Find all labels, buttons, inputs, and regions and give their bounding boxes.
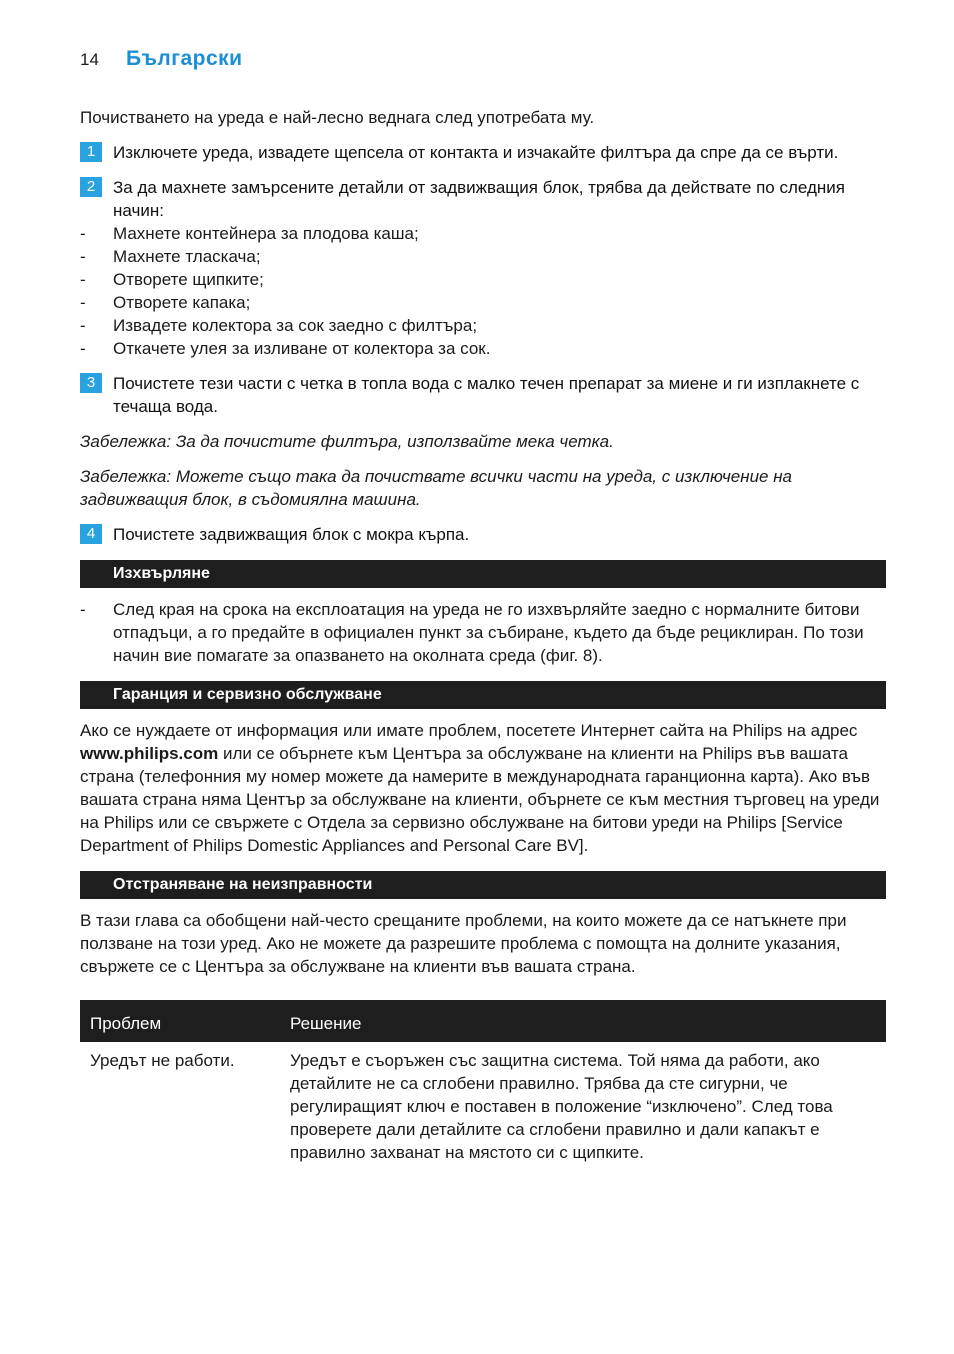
table-row	[80, 1042, 886, 1164]
step-number-badge: 4	[80, 524, 102, 544]
section-heading-troubleshooting: Отстраняване на неизправности	[80, 871, 886, 899]
section-heading-warranty: Гаранция и сервизно обслужване	[80, 681, 886, 709]
troubleshooting-table	[80, 1000, 886, 1164]
list-item: - Махнете тласкача;	[80, 247, 261, 266]
dash-marker: -	[80, 270, 86, 289]
cleaning-intro: Почистването на уреда е най-лесно веднага след употребата му.	[80, 108, 595, 127]
table-header	[80, 1000, 886, 1042]
list-item: - Отворете щипките;	[80, 270, 264, 289]
list-item: - Откачете улея за изливане от колектора за сок.	[80, 339, 491, 358]
list-item: - Махнете контейнера за плодова каша;	[80, 224, 419, 243]
dash-marker: -	[80, 600, 86, 619]
solution-cell: Уредът е съоръжен със защитна система. Той няма да работи, ако детайлите не са сглобени правилно. Трябва да сте сигурни, че регулиращият ключ е поставен в положение “изключено”. След това проверете дали детайлите са сглобени правилно и дали капакът е правилно захванат на мястото си с щипките.	[290, 1051, 833, 1162]
language-title: Български	[126, 47, 243, 70]
disposal-list	[80, 598, 886, 667]
step-number-badge: 1	[80, 142, 102, 162]
dash-marker: -	[80, 224, 86, 243]
note-dishwasher: Забележка: Можете също така да почиствате всички части на уреда, с изключение на задвижващия блок, в съдомиялна машина.	[80, 467, 793, 509]
dash-marker: -	[80, 247, 86, 266]
section-heading-disposal: Изхвърляне	[80, 560, 886, 588]
step-text: За да махнете замърсените детайли от задвижващия блок, трябва да действате по следния начин:	[113, 178, 845, 220]
warranty-text: Ако се нуждаете от информация или имате проблем, посетете Интернет сайта на Philips на адрес www.philips.com или се обърнете към Центъра за обслужване на клиенти на Philips във вашата страна (телефонния му номер можете да намерите в международната гаранционна карта). Ако във вашата страна няма Център за обслужване на клиенти, обърнете се към местния търговец на уреди на Philips или се свържете с Отдела за сервизно обслужване на битови уреди на Philips [Service Department of Philips Domestic Appliances and Personal Care BV].	[80, 721, 880, 855]
problem-cell: Уредът не работи.	[90, 1051, 235, 1070]
list-item: - Отворете капака;	[80, 293, 251, 312]
step-1	[80, 141, 886, 164]
step-3	[80, 372, 886, 418]
column-header-solution: Решение	[290, 1014, 362, 1033]
step-text: Изключете уреда, извадете щепсела от контакта и изчакайте филтъра да спре да се върти.	[113, 143, 839, 162]
step-number-badge: 3	[80, 373, 102, 393]
page-content	[80, 106, 886, 1164]
step-text: Почистете задвижващия блок с мокра кърпа.	[113, 525, 470, 544]
dash-marker: -	[80, 293, 86, 312]
page-header	[80, 47, 243, 71]
page-number: 14	[80, 50, 99, 69]
troubleshooting-intro: В тази глава са обобщени най-често срещаните проблеми, на които можете да се натъкнете при ползване на този уред. Ако не можете да разрешите проблема с помощта на долните указания, свържете се с Центъра за обслужване на клиенти във вашата страна.	[80, 911, 847, 976]
column-header-problem: Проблем	[90, 1014, 162, 1033]
philips-website-link[interactable]: www.philips.com	[80, 744, 219, 763]
step-2	[80, 176, 886, 222]
step-4	[80, 523, 886, 546]
step-2-list	[80, 222, 886, 360]
dash-marker: -	[80, 339, 86, 358]
step-text: Почистете тези части с четка в топла вода с малко течен препарат за миене и ги изплакнете с течаща вода.	[113, 374, 860, 416]
dash-marker: -	[80, 316, 86, 335]
note-filter: Забележка: За да почистите филтъра, използвайте мека четка.	[80, 432, 614, 451]
list-item: - Извадете колектора за сок заедно с филтъра;	[80, 316, 478, 335]
step-number-badge: 2	[80, 177, 102, 197]
list-item: - След края на срока на експлоатация на уреда не го изхвърляйте заедно с нормалните битови отпадъци, а го предайте в официален пункт за събиране, където да бъде рециклиран. По този начин вие помагате за опазването на околната среда (фиг. 8).	[80, 600, 864, 665]
